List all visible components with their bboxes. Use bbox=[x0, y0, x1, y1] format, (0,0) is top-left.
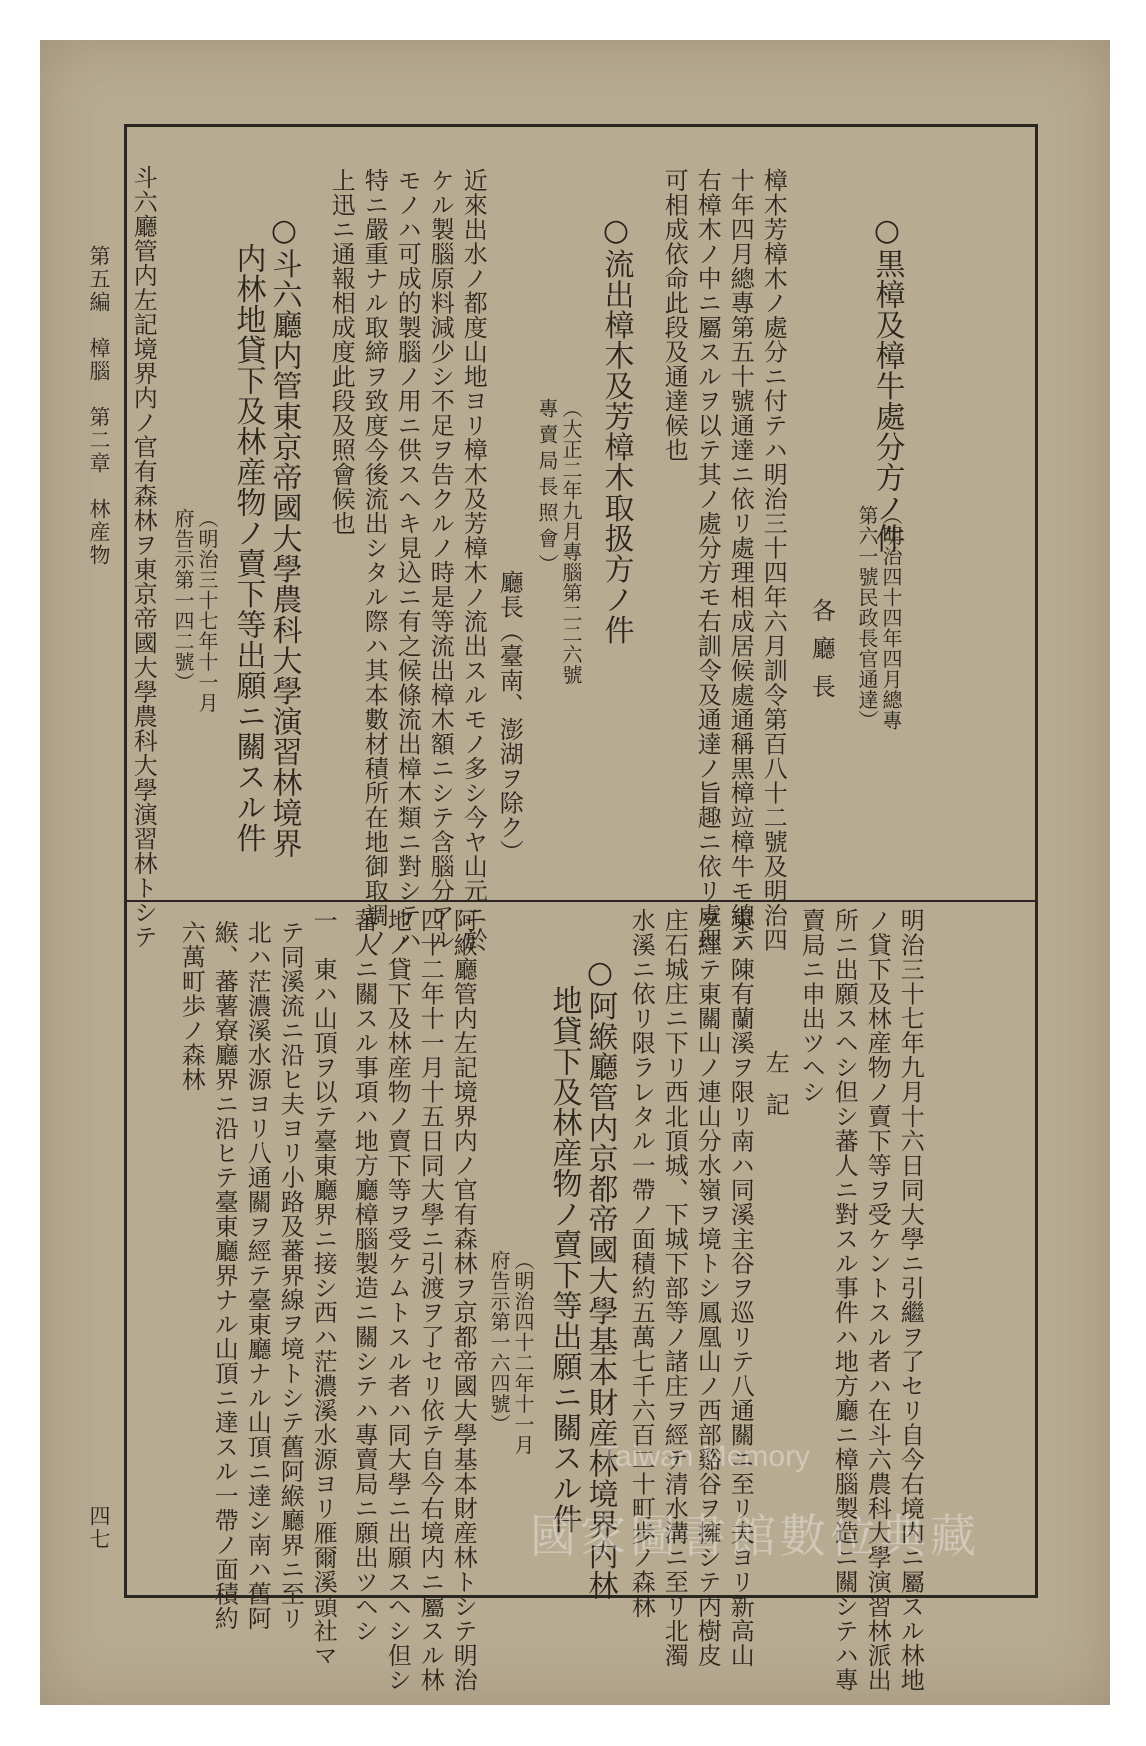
article4-body-line: 阿緱廳管内左記境界内ノ官有森林ヲ京都帝國大學基本財産林トシテ明治 bbox=[449, 908, 478, 1692]
article2-note-1: （大正二年九月專腦第二二六號 bbox=[559, 398, 583, 685]
article4-body-line: 緱、蕃薯寮廳界ニ沿ヒテ臺東廳界ナル山頂ニ達スル一帶ノ面積約 bbox=[210, 920, 239, 1631]
article4-body-line: 四十二年十一月十五日同大學ニ引渡ヲ了セリ依テ自今右境内ニ屬スル林 bbox=[416, 908, 445, 1692]
article4-body-line: 一 東ハ山頂ヲ以テ臺東廳界ニ接シ西ハ茫濃溪水源ヨリ雁爾溪頭社マ bbox=[309, 908, 338, 1668]
page-number: 四七 bbox=[87, 1505, 112, 1551]
article1-note-1: （明治四十四年四月總專 bbox=[879, 505, 903, 731]
continued-line: ノ貸下及林産物ノ賣下等ヲ受ケントスル者ハ在斗六農科大學演習林派出 bbox=[863, 908, 892, 1692]
article1-address: 各廳長 bbox=[807, 598, 836, 712]
article4-body-line: 六萬町歩ノ森林 bbox=[177, 920, 206, 1092]
article4-body-line: 北ハ茫濃溪水源ヨリ八通關ヲ經テ臺東廳ナル山頂ニ達シ南ハ舊阿 bbox=[243, 920, 272, 1631]
record-line: 水溪ニ依リ限ラレタル一帶ノ面積約五萬七千六百二十町歩ノ森林 bbox=[627, 908, 656, 1619]
article2-note-2: 專賣局長照會） bbox=[535, 398, 559, 580]
article1-body-line: 樟木芳樟木ノ處分ニ付テハ明治三十四年六月訓令第百八十二號及明治四 bbox=[759, 168, 788, 952]
frame-divider bbox=[124, 900, 1035, 902]
article1-body-line: 十年四月總專第五十號通達ニ依リ處理相成居候處通稱黒樟竝樟牛モ總テ bbox=[726, 168, 755, 952]
article2-title: ○流出樟木及芳樟木取扱方ノ件 bbox=[598, 213, 634, 645]
article3-note-2: 府告示第一四二號） bbox=[171, 508, 195, 693]
article4-note-2: 府告示第一六四號） bbox=[487, 1250, 511, 1435]
record-line: 庄石城庄ニ下リ西北頂城、下城下部等ノ諸庄ヲ經テ清水溝ニ至リ北濁 bbox=[660, 908, 689, 1668]
running-head: 第五編 樟腦 第二章 林産物 bbox=[87, 245, 112, 567]
article2-body-line: 特ニ嚴重ナル取締ヲ致度今後流出シタル際ハ其本數材積所在地御取調ノ bbox=[360, 168, 389, 952]
article3-note-1: （明治三十七年十一月 bbox=[195, 508, 219, 713]
article3-title-1: ○斗六廳内管東京帝國大學農科大學演習林境界 bbox=[266, 213, 302, 859]
article4-note-1: （明治四十二年十一月 bbox=[511, 1250, 535, 1455]
article3-title-2: 内林地貸下及林産物ノ賣下等出願ニ關スル件 bbox=[230, 243, 266, 853]
article1-note-2: 第六一號民政長官通達） bbox=[855, 505, 879, 731]
article4-body-line: 蕃人ニ關スル事項ハ地方廳樟腦製造ニ關シテハ專賣局ニ願出ツヘシ bbox=[350, 908, 379, 1643]
continued-line: 明治三十七年九月十六日同大學ニ引繼ヲ了セリ自今右境内ニ屬スル林地 bbox=[896, 908, 925, 1692]
article4-body-line: テ同溪流ニ沿ヒ夫ヨリ小路及蕃界線ヲ境トシテ舊阿緱廳界ニ至リ bbox=[276, 920, 305, 1631]
article3-body-line: 斗六廳管内左記境界内ノ官有森林ヲ東京帝國大學農科大學演習林トシテ bbox=[129, 165, 158, 949]
watermark-english: Taiwan Memory bbox=[600, 1440, 811, 1473]
article4-body-line: 地ノ貸下及林産物ノ賣下等ヲ受ケムトスル者ハ同大學ニ出願スヘシ但シ bbox=[383, 908, 412, 1692]
article2-body-line: 上迅ニ通報相成度此段及照會候也 bbox=[327, 168, 356, 536]
continued-line: 賣局ニ申出ツヘシ bbox=[797, 908, 826, 1104]
article4-title-2: 地貸下及林産物ノ賣下等出願ニ關スル件 bbox=[546, 985, 582, 1534]
article1-body-line: 可相成依命此段及通達候也 bbox=[660, 168, 689, 462]
article2-body-line: 近來出水ノ都度山地ヨリ樟木及芳樟木ノ流出スルモノ多シ今ヤ山元ニ於 bbox=[459, 168, 488, 952]
article4-title-1: ○阿緱廳管内京都帝國大學基本財産林境界内林 bbox=[582, 955, 618, 1601]
article1-title: ○黒樟及樟牛處分方ノ件 bbox=[869, 213, 905, 554]
article1-body-line: 右樟木ノ中ニ屬スルヲ以テ其ノ處分方モ右訓令及通達ノ旨趣ニ依リ處理 bbox=[693, 168, 722, 952]
record-line: 東ハ陳有蘭溪ヲ限リ南ハ同溪主谷ヲ巡リテ八通關ニ至リ夫ヨリ新高山 bbox=[726, 908, 755, 1668]
article2-body-line: モノハ可成的製腦ノ用ニ供スヘキ見込ニ有之候條流出樟木類ニ對シテハ bbox=[393, 168, 422, 952]
article2-body-line: ケル製腦原料減少シ不足ヲ告クルノ時是等流出樟木額ニシテ含腦分アル bbox=[426, 168, 455, 952]
record-line: ヲ經テ東關山ノ連山分水嶺ヲ境トシ鳳凰山ノ西部谿谷ヲ擁シテ内樹皮 bbox=[693, 908, 722, 1668]
continued-line: 所ニ出願スヘシ但シ蕃人ニ對スル事件ハ地方廳ニ樟腦製造ニ關シテハ專 bbox=[830, 908, 859, 1692]
watermark-chinese: 國家圖書館數位典藏 bbox=[530, 1510, 980, 1562]
article2-address: 廳長（臺南、澎湖ヲ除ク） bbox=[495, 570, 524, 864]
record-heading: 左記 bbox=[761, 1050, 790, 1134]
